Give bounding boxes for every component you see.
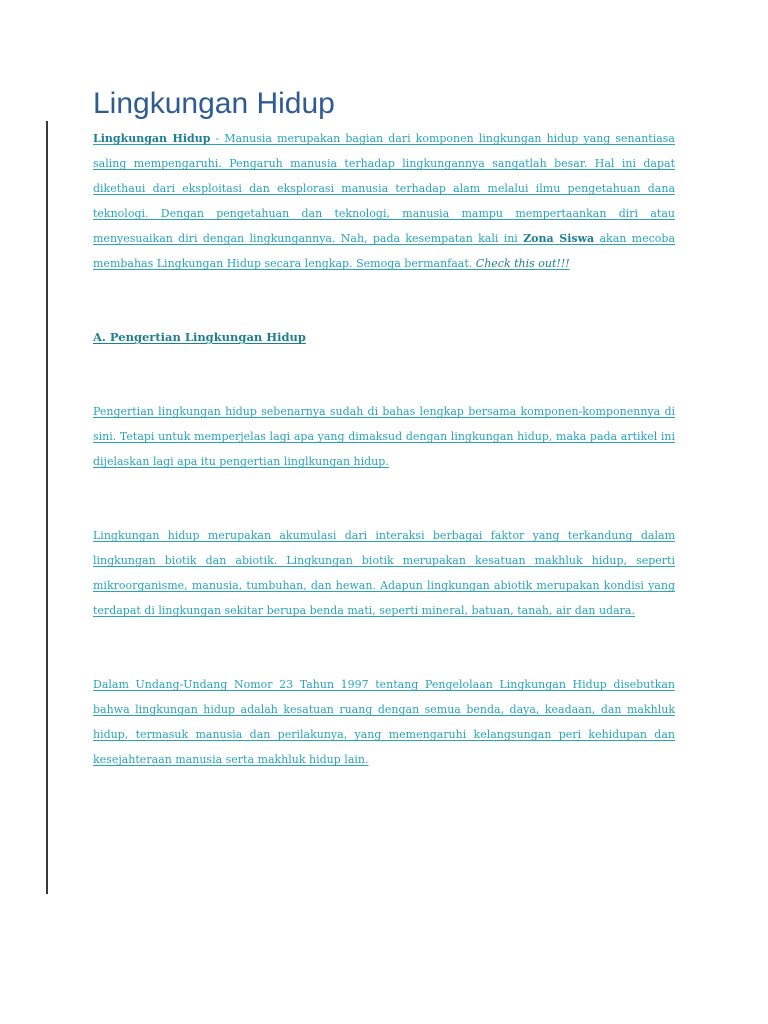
paragraph-definition[interactable]: Pengertian lingkungan hidup sebenarnya sudah di bahas lengkap bersama komponen-komponennya di sini. Tetapi untuk memperjelas lagi apa yang dimaksud dengan lingkungan hidup, maka pada artikel ini dijelaskan lagi apa itu pengertian linglkungan hidup. — [93, 405, 675, 468]
intro-text-1[interactable]: - Manusia merupakan bagian dari komponen lingkungan hidup yang senantiasa saling mempengaruhi. Pengaruh manusia terhadap lingkungannya sangatlah besar. Hal ini dapat dikethaui dari eksploitasi dan eksplorasi manusia terhadap alam melalui ilmu pengetahuan dana teknologi. Dengan pengetahuan dan teknologi, manusia mampu mempertaankan diri atau menyesuaikan diri dengan lingkungannya. Nah, pada kesempatan kali ini — [93, 132, 675, 245]
intro-lead-link[interactable]: Lingkungan Hidup — [93, 132, 211, 145]
brand-link[interactable]: Zona Siswa — [523, 232, 595, 245]
paragraph-biotic-abiotic[interactable]: Lingkungan hidup merupakan akumulasi dari interaksi berbagai faktor yang terkandung dalam lingkungan biotik dan abiotik. Lingkungan biotik merupakan kesatuan makhluk hidup, seperti mikroorganisme, manusia, tumbuhan, dan hewan. Adapun lingkungan abiotik merupakan kondisi yang terdapat di lingkungan sekitar berupa benda mati, seperti mineral, batuan, tanah, air dan udara. — [93, 529, 675, 617]
section-a-heading[interactable]: A. Pengertian Lingkungan Hidup — [93, 330, 306, 344]
left-margin-bar — [46, 121, 48, 894]
intro-text-2[interactable]: akan mecoba membahas Lingkungan Hidup secara lengkap. Semoga bermanfaat. — [93, 232, 676, 270]
cta-link[interactable]: Check this out!!! — [475, 257, 570, 270]
document-title: Lingkungan Hidup — [93, 87, 335, 120]
paragraph-law[interactable]: Dalam Undang-Undang Nomor 23 Tahun 1997 tentang Pengelolaan Lingkungan Hidup disebutkan bahwa lingkungan hidup adalah kesatuan ruang dengan semua benda, daya, keadaan, dan makhluk hidup, termasuk manusia dan perilakunya, yang memengaruhi kelangsungan peri kehidupan dan kesejahteraan manusia serta makhluk hidup lain. — [93, 678, 675, 766]
intro-paragraph[interactable] — [93, 126, 675, 276]
